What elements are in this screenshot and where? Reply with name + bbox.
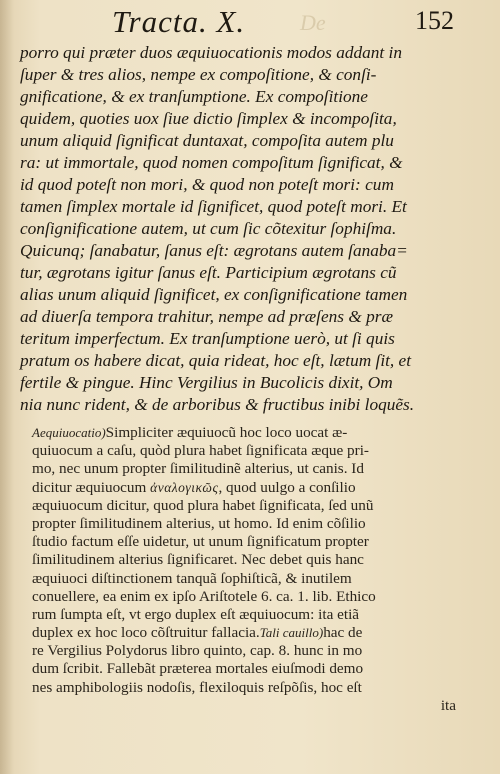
commentary-line [32,479,456,497]
commentary-text: Simpliciter æquiuocũ hoc loco uocat æ- [105,424,348,441]
show-through-text: De [300,10,326,35]
main-text-line: gnificatione, & ex tranſumptione. Ex compoſitione [20,87,368,106]
main-text-line: Quicunq; ſanabatur, ſanus eſt: ægrotans autem ſanaba= [20,241,408,260]
commentary-text: duplex ex hoc loco cõſtruitur fallacia. [32,624,260,642]
commentary-line: ſtudio factum eſſe uidetur, ut unum ſignificatum propter [32,533,369,551]
page-header [0,4,500,38]
commentary-line [32,424,456,442]
commentary-line: æquiuoci diſtinctionem tanquã ſophiſticã, & inutilem [32,569,352,587]
commentary-line: rum ſumpta eſt, vt ergo duplex eſt æquiuocum: ita etiã [32,605,360,623]
main-text-line: pratum os habere dicat, quia rideat, hoc eſt, lætum ſit, et [20,351,412,370]
main-text-line: ra: ut immortale, quod nomen compoſitum ſignificat, & [20,153,403,172]
main-text-block [20,42,460,416]
main-text-line: ſuper & tres alios, nempe ex compoſitione, & conſi- [20,65,377,84]
main-text-line: conſignificatione autem, ut cum ſic cõtexitur ſophiſma. [20,219,397,238]
main-text-line: unum aliquid ſignificat duntaxat, compoſita autem plu [20,131,394,150]
main-text-line: teritum imperfectum. Ex tranſumptione uerò, ut ſi quis [20,329,395,348]
commentary-line: quiuocum a caſu, quòd plura habet ſignificata æque pri- [32,442,369,460]
commentary-text: , quod uulgo a conſilio [218,478,356,496]
main-text-line: porro qui præter duos æquiuocationis modos addant in [20,43,402,62]
commentary-line: propter ſimilitudinem alterius, ut homo. Id enim cõſilio [32,514,366,532]
main-text-line: id quod poteſt non mori, & quod non poteſt mori: cum [20,175,394,194]
commentary-line [32,624,456,642]
main-text-line: alias unum aliquid ſignificet, ex conſignificatione tamen [20,285,408,304]
commentary-text: dicitur æquiuocum [32,478,147,496]
commentary-line: æquiuocum dicitur, quod plura habet ſignificata, ſed unũ [32,496,374,514]
main-text-line: tur, ægrotans igitur ſanus eſt. Participium ægrotans cũ [20,263,397,282]
catchword: ita [440,696,456,714]
commentary-line: nes amphibologiis nodoſis, flexiloquis reſpõſis, hoc eſt [32,678,362,696]
main-text-line: nia nunc rident, & de arboribus & fructibus inibi loquẽs. [20,395,415,414]
main-text-line: quidem, quoties uox ſiue dictio ſimplex & incompoſita, [20,109,397,128]
greek-word: ἀναλογικῶς [150,479,219,495]
commentary-line: re Vergilius Polydorus libro quinto, cap. 8. hunc in mo [32,642,363,660]
commentary-line: mo, nec unum propter ſimilitudinẽ alterius, ut canis. Id [32,460,364,478]
binding-shadow [0,0,14,774]
main-text-line: tamen ſimplex mortale id ſignificet, quod poteſt mori. Et [20,197,407,216]
commentary-line: ſimilitudinem alterius ſignificaret. Nec debet quis hanc [32,551,364,569]
page-number: 152 [415,6,454,35]
main-text-line: fertile & pingue. Hinc Vergilius in Bucolicis dixit, Om [20,373,393,392]
commentary-block [32,424,456,715]
lemma-label: Tali cauillo) [259,625,324,641]
running-title: Tracta. X. [112,4,246,39]
commentary-text: hac de [323,624,363,642]
commentary-line: conuellere, ea enim ex ipſo Ariſtotele 6. ca. 1. lib. Ethico [32,587,376,605]
lemma-label: Aequiuocatio) [32,425,106,440]
commentary-line: dum ſcribit. Fallebãt præterea mortales eiuſmodi demo [32,660,364,678]
main-text-line: ad diuerſa tempora trahitur, nempe ad præſens & præ [20,307,393,326]
